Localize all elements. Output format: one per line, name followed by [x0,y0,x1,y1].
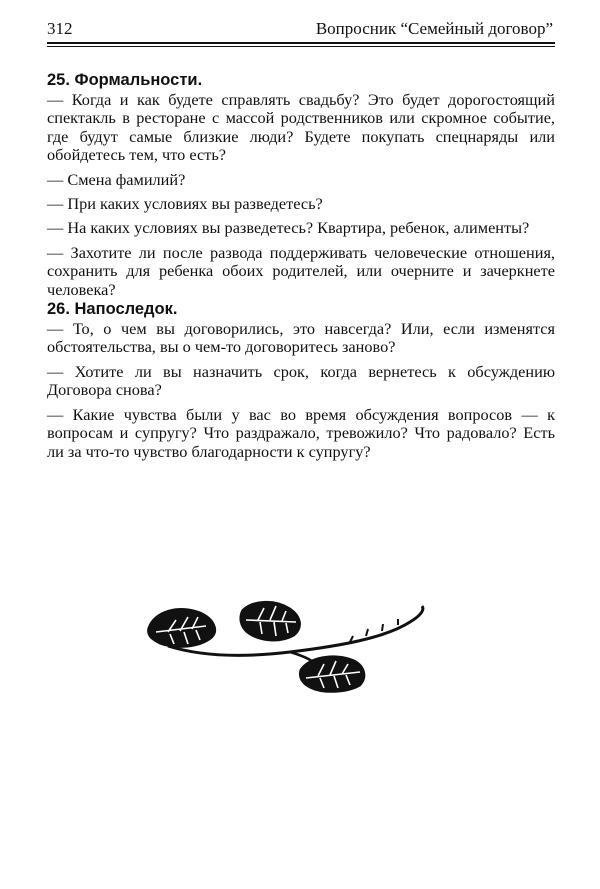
page-header [47,18,553,40]
section-finally [47,299,555,461]
section-heading: 26. Напоследок. [47,300,178,319]
question-paragraph: — Захотите ли после развода поддерживать человеческие отношения, сохранить для ребенка обоих родителей, или очерните и зачеркнете человека? [47,242,555,299]
section-heading: 25. Формальности. [47,71,203,89]
page-body [47,70,555,461]
running-title: Вопросник “Семейный договор” [315,19,553,38]
leaf-vine-ornament-icon [140,598,430,698]
page-number: 312 [47,19,73,38]
question-paragraph: — Когда и как будете справлять свадьбу? Это будет дорогостоящий спектакль в ресторане с массой родственников или скромное событие, где будут самые близкие люди? Будете покупать спецнаряды или обойдетесь тем, что есть? [47,90,555,165]
question-paragraph: — То, о чем вы договорились, это навсегда? Или, если изменятся обстоятельства, вы о чем-то договоритесь заново? [47,319,555,357]
section-formalities [47,70,555,299]
question-paragraph: — Хотите ли вы назначить срок, когда вернетесь к обсуждению Договора снова? [47,361,555,400]
question-paragraph: — На каких условиях вы разведетесь? Квартира, ребенок, алименты? [47,218,530,238]
question-paragraph: — Смена фамилий? [47,169,186,189]
header-rule [47,42,555,47]
question-paragraph: — При каких условиях вы разведетесь? [47,194,323,214]
question-paragraph: — Какие чувства были у вас во время обсуждения вопросов — к вопросам и супругу? Что раздражало, тревожило? Что радовало? Есть ли за что-то чувство благодарности к супругу? [47,404,555,461]
